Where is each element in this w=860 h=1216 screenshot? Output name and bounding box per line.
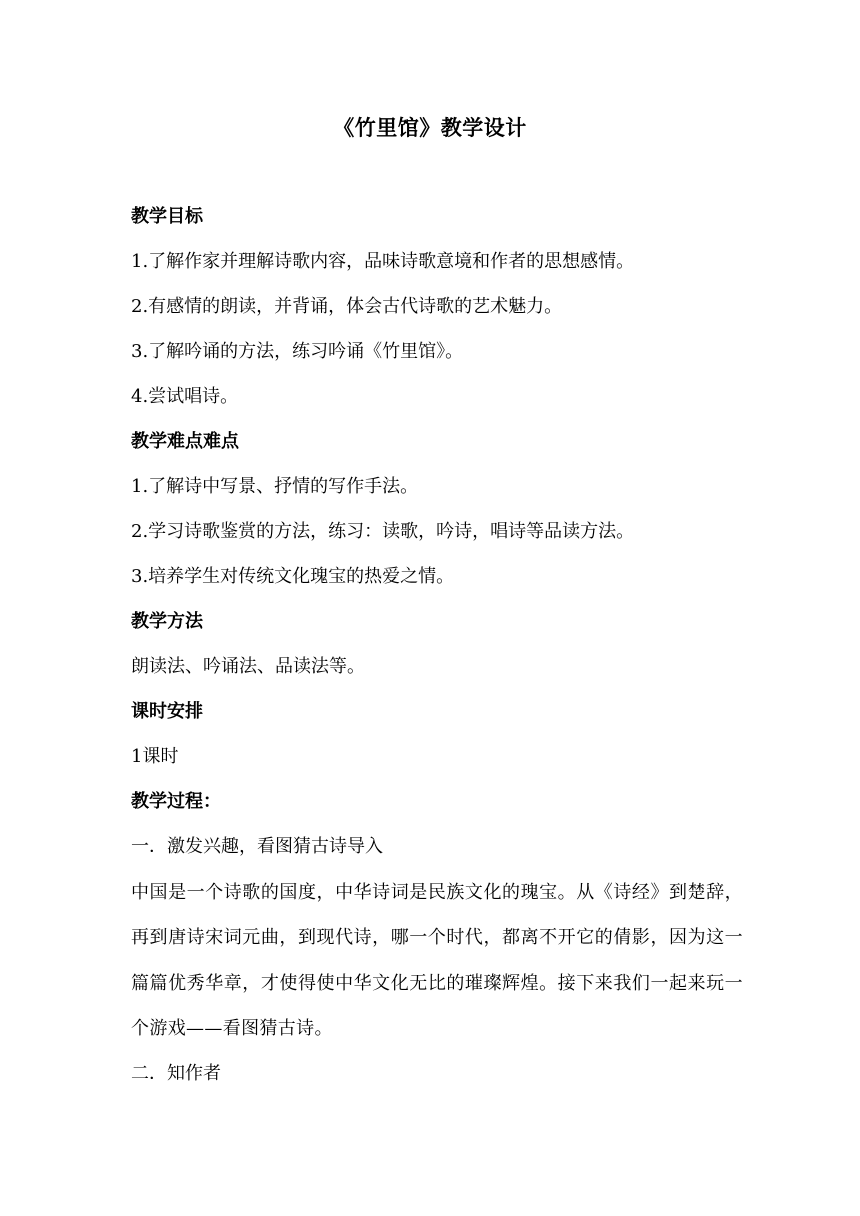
- goal-item-1: 1.了解作家并理解诗歌内容，品味诗歌意境和作者的思想感情。: [131, 251, 635, 272]
- schedule-text: 1课时: [131, 746, 179, 767]
- process-step-1-title: 一．激发兴趣，看图猜古诗导入: [131, 836, 383, 857]
- difficulty-item-2: 2.学习诗歌鉴赏的方法，练习：读歌，吟诗，唱诗等品读方法。: [131, 521, 635, 542]
- difficulty-item-3: 3.培养学生对传统文化瑰宝的热爱之情。: [131, 566, 455, 587]
- difficulty-item-1: 1.了解诗中写景、抒情的写作手法。: [131, 476, 419, 497]
- goal-item-2: 2.有感情的朗读，并背诵，体会古代诗歌的艺术魅力。: [131, 296, 563, 317]
- section-heading-process: 教学过程：: [131, 791, 221, 812]
- section-heading-schedule: 课时安排: [131, 701, 203, 722]
- section-heading-difficulties: 教学难点难点: [131, 431, 239, 452]
- methods-text: 朗读法、吟诵法、品读法等。: [131, 656, 365, 677]
- process-step-2-title: 二．知作者: [131, 1063, 221, 1084]
- section-heading-methods: 教学方法: [131, 611, 203, 632]
- goal-item-4: 4.尝试唱诗。: [131, 386, 239, 407]
- document-title: 《竹里馆》教学设计: [333, 116, 527, 140]
- section-heading-goals: 教学目标: [131, 206, 203, 227]
- goal-item-3: 3.了解吟诵的方法，练习吟诵《竹里馆》。: [131, 341, 464, 362]
- process-step-1-paragraph: 中国是一个诗歌的国度，中华诗词是民族文化的瑰宝。从《诗经》到楚辞，再到唐诗宋词元曲，到现代诗，哪一个时代，都离不开它的倩影，因为这一篇篇优秀华章，才使得使中华文化无比的璀璨辉煌。接下来我们一起来玩一个游戏——看图猜古诗。: [131, 882, 743, 1039]
